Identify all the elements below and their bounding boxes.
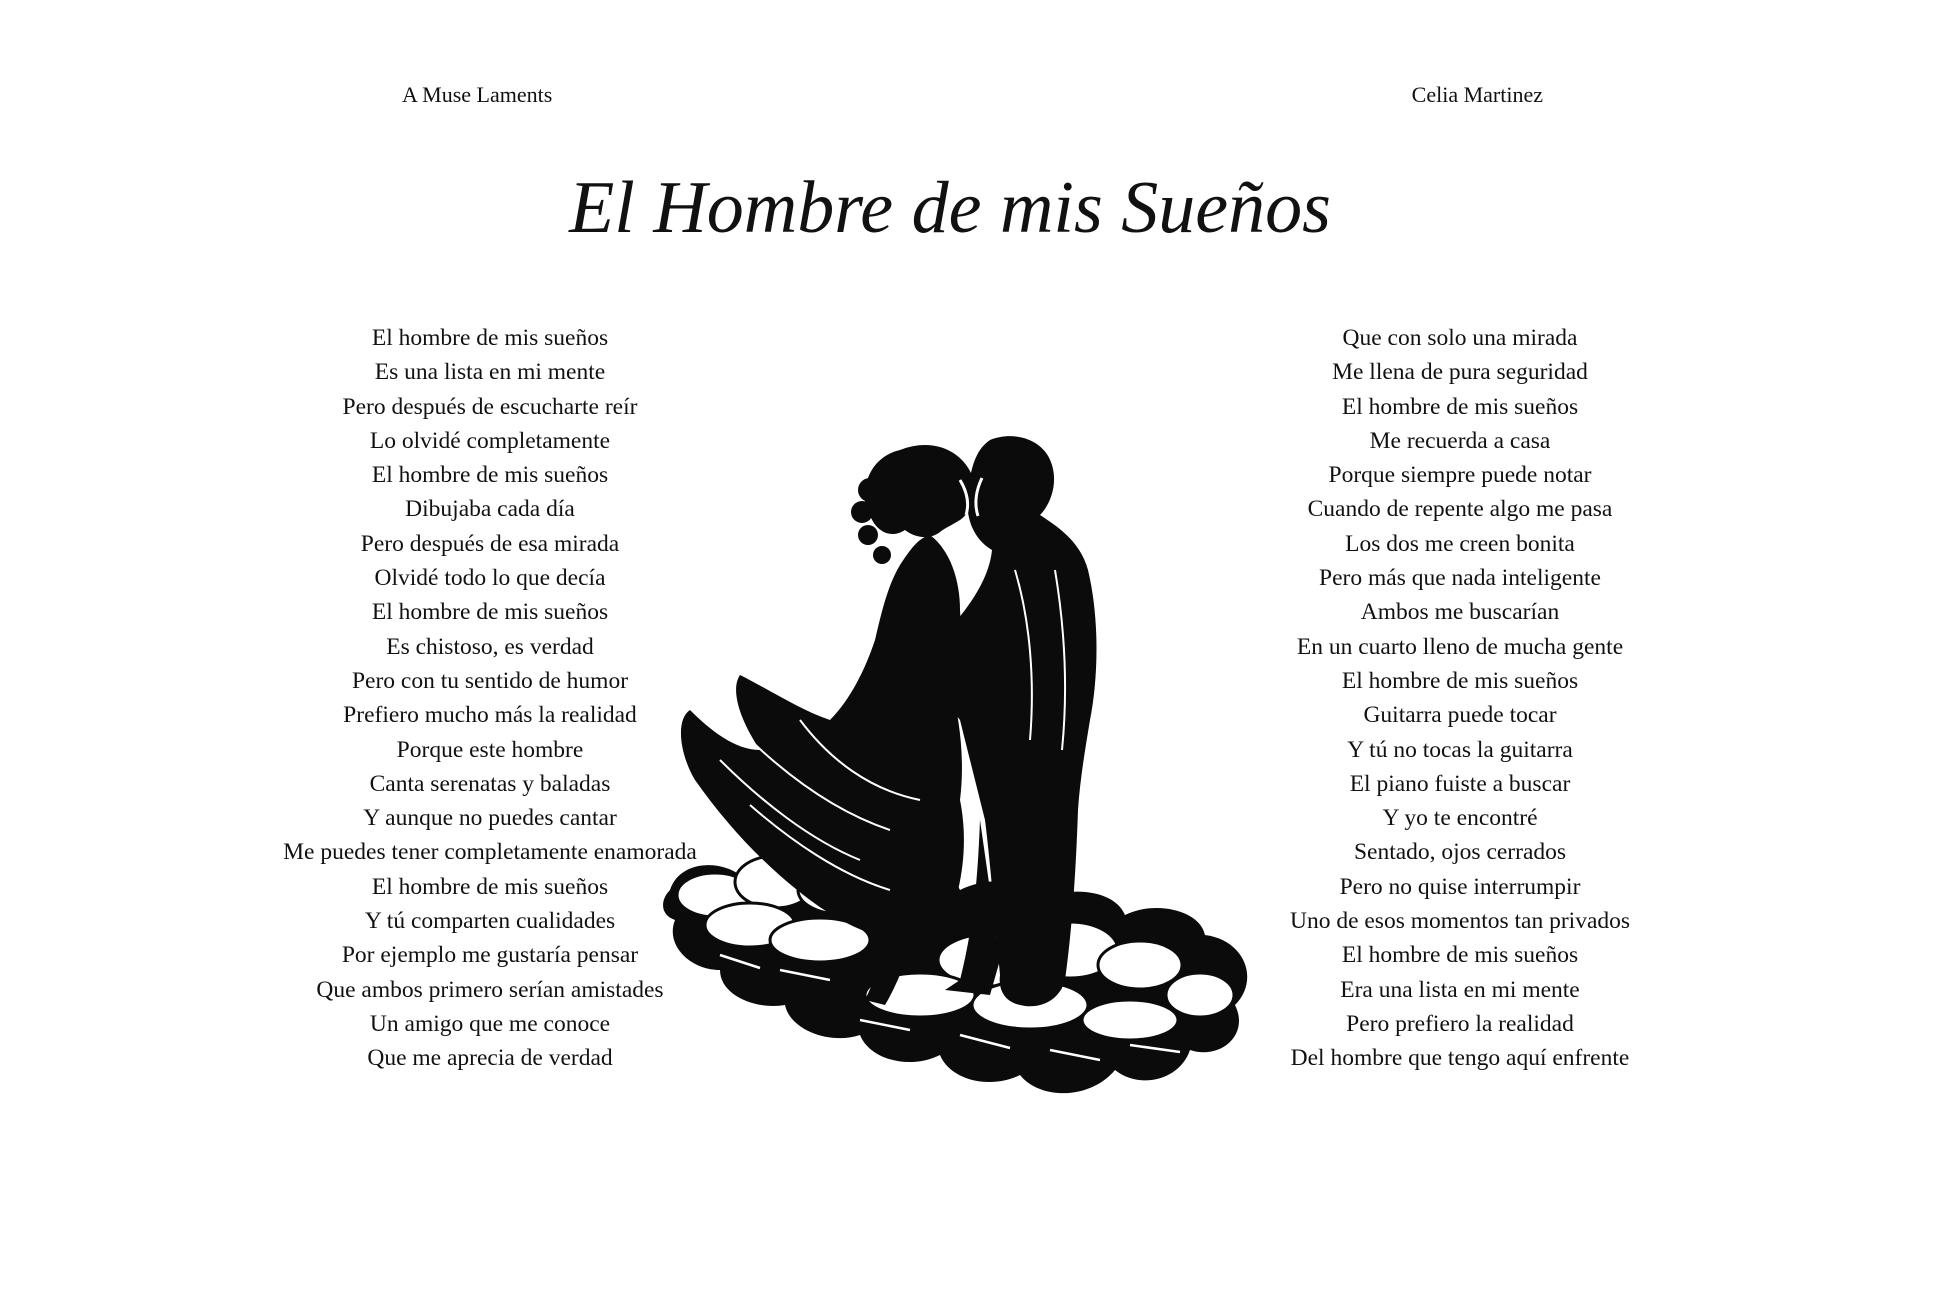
- poem-line: Ambos me buscarían: [1360, 599, 1560, 626]
- poem-line: Es chistoso, es verdad: [386, 633, 594, 660]
- poem-line: Pero más que nada inteligente: [1319, 565, 1601, 592]
- poem-left-column: [260, 321, 720, 1076]
- poem-line: Me puedes tener completamente enamorada: [283, 839, 697, 866]
- poem-line: Pero después de escucharte reír: [342, 393, 638, 420]
- poem-line: Dibujaba cada día: [405, 496, 575, 523]
- poem-line: Por ejemplo me gustaría pensar: [341, 942, 639, 969]
- poem-line: El hombre de mis sueños: [1341, 667, 1579, 694]
- poem-title: El Hombre de mis Sueños: [569, 167, 1331, 249]
- poem-line: Que ambos primero serían amistades: [316, 976, 664, 1003]
- poem-line: Me recuerda a casa: [1369, 427, 1551, 454]
- poem-line: El hombre de mis sueños: [1341, 942, 1579, 969]
- poem-line: Guitarra puede tocar: [1363, 702, 1557, 729]
- poem-line: Los dos me creen bonita: [1345, 530, 1575, 557]
- poem-line: Pero después de esa mirada: [360, 530, 620, 557]
- poem-line: El hombre de mis sueños: [371, 873, 609, 900]
- poem-line: Es una lista en mi mente: [374, 359, 606, 386]
- poem-line: Sentado, ojos cerrados: [1353, 839, 1567, 866]
- poem-line: Era una lista en mi mente: [1340, 976, 1580, 1003]
- book-title: A Muse Laments: [402, 82, 553, 107]
- poem-line: Prefiero mucho más la realidad: [343, 702, 637, 729]
- poem-line: Olvidé todo lo que decía: [374, 565, 606, 592]
- poem-line: Uno de esos momentos tan privados: [1289, 908, 1631, 935]
- poem-line: Pero no quise interrumpir: [1339, 873, 1581, 900]
- couple-on-clouds-illustration: [660, 420, 1260, 1160]
- poem-line: El hombre de mis sueños: [371, 599, 609, 626]
- poem-line: Pero con tu sentido de humor: [351, 667, 629, 694]
- poem-right-column: [1230, 321, 1690, 1076]
- poem-line: Lo olvidé completamente: [369, 427, 611, 454]
- poem-line: Y tú comparten cualidades: [364, 908, 616, 935]
- poem-line: Porque este hombre: [396, 736, 584, 763]
- poem-line: Y yo te encontré: [1382, 805, 1538, 832]
- poem-line: Porque siempre puede notar: [1328, 462, 1592, 489]
- author-name: Celia Martinez: [1411, 82, 1543, 107]
- poem-line: Que con solo una mirada: [1342, 325, 1578, 351]
- poem-line: Del hombre que tengo aquí enfrente: [1290, 1045, 1630, 1072]
- poem-line: El piano fuiste a buscar: [1349, 770, 1571, 797]
- poem-line: Y aunque no puedes cantar: [363, 805, 617, 832]
- poem-line: Y tú no tocas la guitarra: [1347, 736, 1573, 763]
- poem-line: El hombre de mis sueños: [371, 325, 609, 351]
- poem-line: Un amigo que me conoce: [369, 1010, 611, 1037]
- poem-line: Que me aprecia de verdad: [367, 1045, 613, 1072]
- poem-line: Me llena de pura seguridad: [1332, 359, 1588, 386]
- poem-line: Cuando de repente algo me pasa: [1307, 496, 1613, 523]
- poem-line: Canta serenatas y baladas: [369, 770, 611, 797]
- poem-line: El hombre de mis sueños: [371, 462, 609, 489]
- poem-line: El hombre de mis sueños: [1341, 393, 1579, 420]
- poem-line: En un cuarto lleno de mucha gente: [1296, 633, 1624, 660]
- poem-line: Pero prefiero la realidad: [1346, 1010, 1574, 1037]
